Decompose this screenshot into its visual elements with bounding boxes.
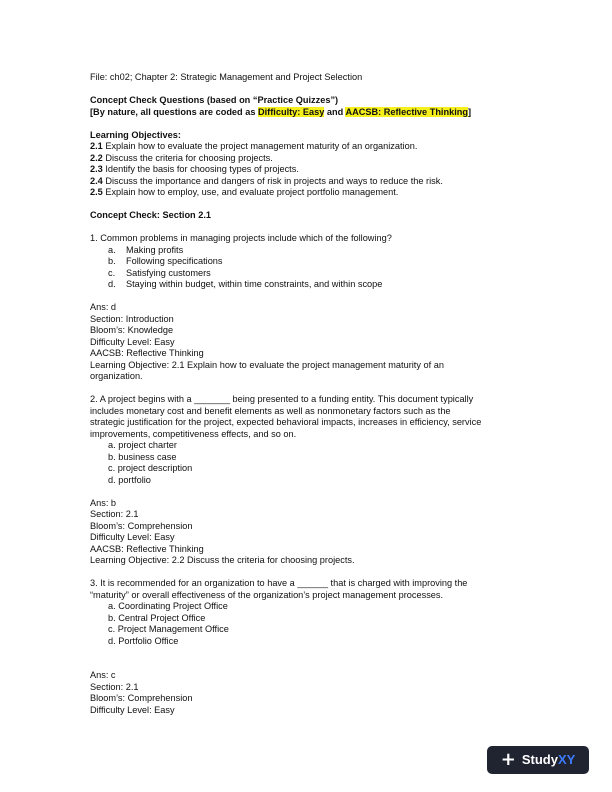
logo-wordmark [522,754,575,766]
option-text: Making profits [126,244,184,255]
aacsb-tag: AACSB: Reflective Thinking [90,348,204,358]
objective-number: 2.2 [90,152,103,163]
objective-text: Discuss the criteria for choosing projects. [102,152,273,163]
answer-key: Ans: c [90,670,116,680]
objective-text: Discuss the importance and dangers of risk in projects and ways to reduce the risk. [102,175,443,186]
answer-option [90,256,530,268]
question-3-text-cont: “maturity” or overall effectiveness of the organization’s project management processes. [90,589,444,600]
answer-option: d. portfolio [108,474,151,485]
objective-item [90,164,530,176]
learning-objective-tag: Learning Objective: 2.2 Discuss the criteria for choosing projects. [90,555,355,565]
answer-key: Ans: d [90,302,117,312]
option-label: b. [108,256,116,266]
question-2-text-cont: improvements, competitiveness effects, and so on. [90,428,297,439]
objective-item [90,153,530,165]
answer-option: b. business case [108,451,177,462]
file-line: File: ch02; Chapter 2: Strategic Management and Project Selection [90,72,363,82]
objective-number: 2.3 [90,164,103,174]
answer-option [90,245,530,257]
blooms-tag: Bloom’s: Knowledge [90,325,174,335]
objectives-title: Learning Objectives: [90,129,181,140]
option-label: c. [108,267,116,278]
option-label: d. [108,279,116,289]
aacsb-tag: AACSB: Reflective Thinking [90,543,204,554]
aacsb-highlight: AACSB: Reflective Thinking [345,106,468,117]
section-tag: Section: Introduction [90,313,174,324]
objective-number: 2.5 [90,187,103,197]
logo-word-accent: XY [557,752,576,768]
coding-and: and [324,106,346,117]
section-title: Concept Check: Section 2.1 [90,210,211,220]
coding-note [90,107,530,119]
concept-check-title: Concept Check Questions (based on “Practice Quizzes”) [90,95,339,105]
objective-text: Identify the basis for choosing types of projects. [102,164,299,174]
difficulty-tag: Difficulty Level: Easy [90,704,175,715]
answer-option [90,279,530,291]
answer-option: a. Coordinating Project Office [108,601,228,611]
answer-key: Ans: b [90,497,117,508]
objective-item [90,187,530,199]
objective-text: Explain how to employ, use, and evaluate project portfolio management. [102,187,399,197]
objective-item [90,176,530,188]
difficulty-tag: Difficulty Level: Easy [90,336,175,347]
blooms-tag: Bloom’s: Comprehension [90,520,193,531]
objective-text: Explain how to evaluate the project management maturity of an organization. [102,141,418,151]
question-2-text-cont: strategic justification for the project, expected behavioral impacts, increases in efficiency, service [90,417,482,427]
learning-objective-tag: Learning Objective: 2.1 Explain how to evaluate the project management maturity of an [90,359,444,370]
answer-option: a. project charter [108,440,177,450]
answer-option: b. Central Project Office [108,612,206,623]
coding-prefix: [By nature, all questions are coded as [90,106,258,117]
difficulty-tag: Difficulty Level: Easy [90,532,175,542]
objective-item [90,141,530,153]
option-label: a. [108,244,116,255]
answer-option: d. Portfolio Office [108,635,179,646]
objective-number: 2.1 [90,141,103,151]
coding-suffix: ] [467,106,472,117]
question-2-text: 2. A project begins with a _______ being presented to a funding entity. This document typically [90,394,474,404]
document-content [90,72,530,716]
learning-objective-tag-cont: organization. [90,371,143,381]
answer-option: c. Project Management Office [108,624,229,634]
objective-number: 2.4 [90,175,103,186]
difficulty-highlight: Difficulty: Easy [257,106,325,117]
plus-icon: + [500,749,516,770]
logo-word-main: Study [521,752,558,768]
blooms-tag: Bloom’s: Comprehension [90,693,193,703]
studyxy-logo[interactable] [487,746,589,774]
answer-option: c. project description [108,463,193,473]
question-2-text-cont: includes monetary cost and benefit elements as well as nonmonetary factors such as the [90,405,451,416]
question-1-text: 1. Common problems in managing projects include which of the following? [90,233,392,243]
option-text: Satisfying customers [126,267,211,278]
option-text: Staying within budget, within time constraints, and within scope [126,279,383,289]
answer-option [90,268,530,280]
section-tag: Section: 2.1 [90,509,139,519]
option-text: Following specifications [126,256,223,266]
section-tag: Section: 2.1 [90,681,139,692]
question-3-text: 3. It is recommended for an organization to have a ______ that is charged with improving the [90,578,468,588]
